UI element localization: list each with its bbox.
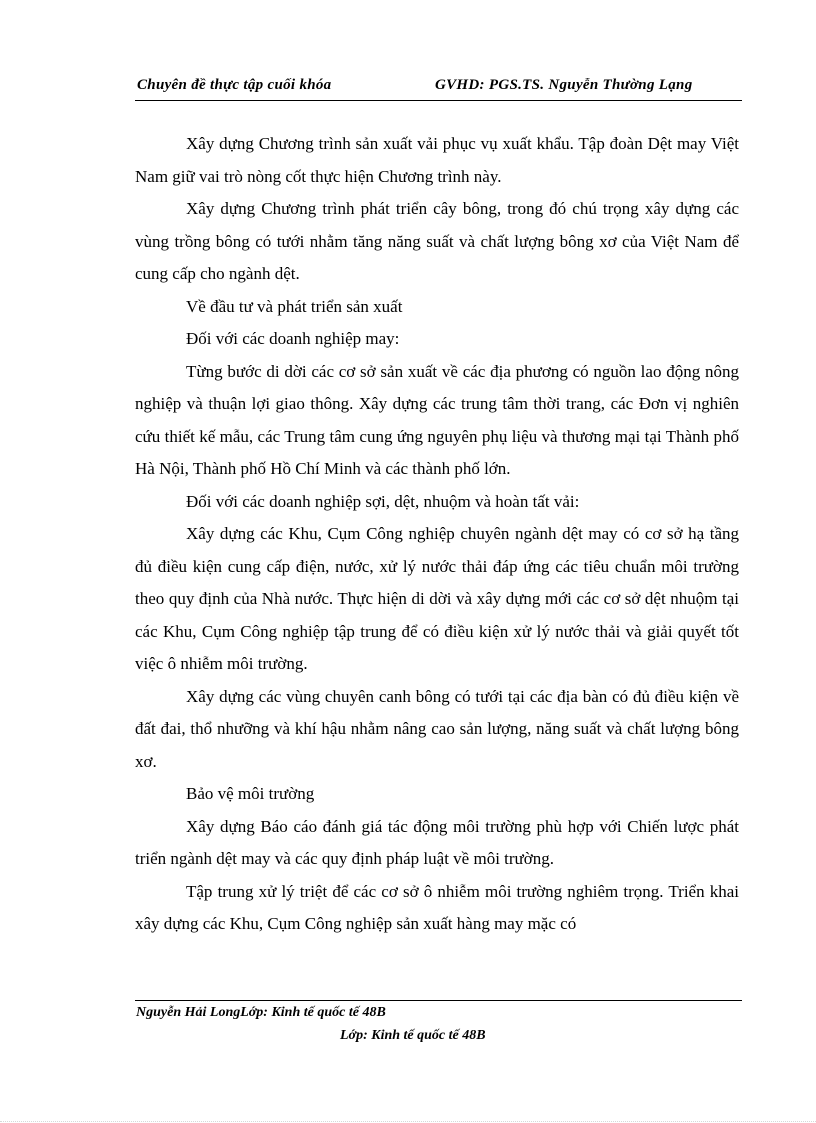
paragraph-relocation: Từng bước di dời các cơ sở sản xuất về các địa phương có nguồn lao động nông nghiệp và thuận lợi giao thông. Xây dựng các trung tâm thời trang, các Đơn vị nghiên cứu thiết kế mẫu, các Trung tâm cung ứng nguyên phụ liệu và thương mại tại Thành phố Hà Nội, Thành phố Hồ Chí Minh và các thành phố lớn. <box>135 361 739 478</box>
paragraph-industrial-zones: Xây dựng các Khu, Cụm Công nghiệp chuyên ngành dệt may có cơ sở hạ tầng đủ điều kiện cung cấp điện, nước, xử lý nước thải đáp ứng các tiêu chuẩn môi trường theo quy định của Nhà nước. Thực hiện di dời và xây dựng mới các cơ sở dệt nhuộm tại các Khu, Cụm Công nghiệp tập trung để có điều kiện xử lý nước thải và giải quyết tốt việc ô nhiễm môi trường. <box>135 524 739 673</box>
document-body <box>135 128 739 941</box>
paragraph-pollution-treatment: Tập trung xử lý triệt để các cơ sở ô nhiễm môi trường nghiêm trọng. Triển khai xây dựng các Khu, Cụm Công nghiệp sản xuất hàng may mặc có <box>135 881 739 933</box>
heading-environment: Bảo vệ môi trường <box>186 784 315 803</box>
footer-author: Nguyễn Hải LongLớp: Kinh tế quốc tế 48B <box>136 1005 386 1020</box>
heading-textile-enterprises: Đối với các doanh nghiệp sợi, dệt, nhuộm và hoàn tất vải: <box>186 491 580 511</box>
paragraph-impact-report: Xây dựng Báo cáo đánh giá tác động môi trường phù hợp với Chiến lược phát triển ngành dệt may và các quy định pháp luật về môi trường. <box>135 816 739 868</box>
heading-garment-enterprises: Đối với các doanh nghiệp may: <box>186 329 400 348</box>
footer-class: Lớp: Kinh tế quốc tế 48B <box>340 1028 486 1043</box>
header-document-title: Chuyên đề thực tập cuối khóa <box>137 77 332 93</box>
paragraph-cotton-program: Xây dựng Chương trình phát triển cây bông, trong đó chú trọng xây dựng các vùng trồng bông có tưới nhằm tăng năng suất và chất lượng bông xơ của Việt Nam để cung cấp cho ngành dệt. <box>135 199 739 283</box>
page-edge-divider <box>0 1121 816 1122</box>
page-header <box>135 74 742 101</box>
heading-investment: Về đầu tư và phát triển sản xuất <box>186 296 403 316</box>
footer-divider <box>135 1000 742 1001</box>
header-supervisor: GVHD: PGS.TS. Nguyễn Thường Lạng <box>435 77 693 93</box>
paragraph-cotton-areas: Xây dựng các vùng chuyên canh bông có tưới tại các địa bàn có đủ điều kiện về đất đai, thổ nhưỡng và khí hậu nhằm nâng cao sản lượng, năng suất và chất lượng bông xơ. <box>135 686 739 771</box>
paragraph-fabric-program: Xây dựng Chương trình sản xuất vải phục vụ xuất khẩu. Tập đoàn Dệt may Việt Nam giữ vai trò nòng cốt thực hiện Chương trình này. <box>135 134 739 186</box>
